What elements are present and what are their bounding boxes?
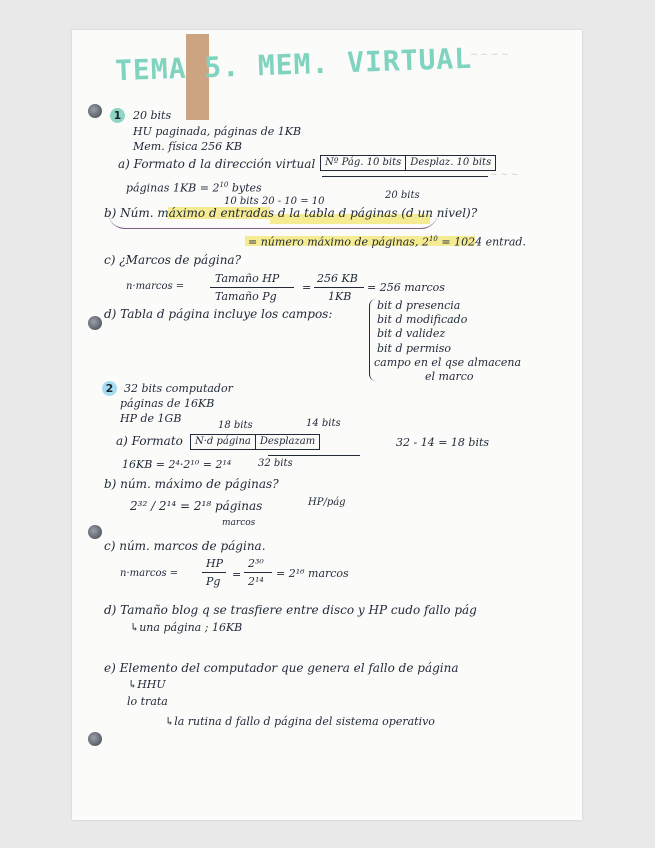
ex1-a-label: a) Formato d la dirección virtual — [118, 157, 316, 171]
ex2-a-32bits: 32 bits — [258, 458, 293, 469]
fraction-bar — [244, 572, 272, 573]
ex2-c-denominator: Pg — [206, 575, 221, 588]
ex2-line2: páginas de 16KB — [120, 397, 215, 410]
ex2-c-numerator: HP — [206, 557, 223, 570]
ex1-d-label: d) Tabla d página incluye los campos: — [104, 307, 333, 321]
ex2-d-label: d) Tamaño blog q se trasfiere entre disco y HP cudo fallo pág — [104, 603, 477, 617]
ex1-line3: Mem. física 256 KB — [133, 140, 242, 153]
ex2-b-sub: marcos — [222, 518, 256, 528]
offset-field: Desplaz. 10 bits — [405, 156, 495, 170]
field-list-item: el marco — [425, 370, 474, 383]
underline — [322, 176, 488, 177]
ex1-c-denominator2: 1KB — [328, 290, 352, 303]
punch-hole-icon — [88, 316, 102, 330]
punch-hole-icon — [88, 525, 102, 539]
page-title: TEMA 5. MEM. VIRTUAL — [114, 41, 473, 88]
ex1-c-numerator2: 256 KB — [317, 272, 358, 285]
punch-hole-icon — [88, 104, 102, 118]
ex2-d-answer: ↳una página ; 16KB — [130, 621, 243, 634]
ex1-line2: HU paginada, páginas de 1KB — [133, 125, 302, 138]
ex2-b-calc: 2³² / 2¹⁴ = 2¹⁸ páginas — [130, 499, 263, 513]
exercise-number-badge: 2 — [102, 381, 117, 396]
ex1-a-calc: 10 bits 20 - 10 = 10 — [224, 196, 325, 207]
ex2-c-numerator2: 2³⁰ — [248, 557, 264, 570]
ex2-b-hp: HP/pág — [308, 497, 346, 508]
field-list-item: campo en el qse almacena — [374, 356, 521, 369]
ex2-a-right: 32 - 14 = 18 bits — [396, 436, 490, 449]
ex2-bits14: 14 bits — [306, 418, 341, 429]
field-list-item: bit d validez — [377, 327, 446, 340]
ex1-c-denominator: Tamaño Pg — [215, 290, 277, 303]
bleed-through-text: ~ ~ ~ ~ — [470, 50, 509, 60]
field-list-item: bit d modificado — [377, 313, 468, 326]
ex2-a-label: a) Formato — [116, 434, 183, 448]
ex2-b-label: b) núm. máximo de páginas? — [104, 477, 279, 491]
ex2-c-equals: = — [232, 568, 242, 581]
field-list-item: bit d presencia — [377, 299, 461, 312]
fraction-bar — [210, 287, 294, 288]
ex1-c-result: = 256 marcos — [367, 281, 445, 294]
ex1-a-total: 20 bits — [385, 190, 420, 201]
ex1-b-label: b) Núm. máximo d entradas d la tabla d páginas (d un nivel)? — [104, 206, 478, 220]
ex2-a-calc: 16KB = 2⁴·2¹⁰ = 2¹⁴ — [122, 458, 232, 471]
field-list-item: bit d permiso — [377, 342, 452, 355]
ex1-c-label: c) ¿Marcos de página? — [104, 253, 242, 267]
ex2-c-label: c) núm. marcos de página. — [104, 539, 266, 553]
ex1-c-equals: = — [302, 281, 312, 294]
page-number-field: Nº Pág. 10 bits — [325, 157, 402, 168]
fraction-bar — [202, 572, 226, 573]
offset-field: Desplazam — [255, 435, 319, 449]
ex1-b-answer: = número máximo de páginas, $2^{10} = 1024$ entrad. — [248, 235, 526, 249]
ex2-e-answer2: ↳la rutina d fallo d página del sistema operativo — [165, 715, 435, 728]
bleed-through-text: ~ ~ ~ — [490, 170, 519, 180]
punch-hole-icon — [88, 732, 102, 746]
ex2-line1: 32 bits computador — [124, 382, 233, 395]
ex2-c-denominator2: 2¹⁴ — [248, 575, 264, 588]
ex2-e-trata: lo trata — [127, 695, 168, 708]
ex2-line3: HP de 1GB — [120, 412, 182, 425]
ex1-c-numerator: Tamaño HP — [215, 272, 280, 285]
ex2-bits18: 18 bits — [218, 420, 253, 431]
ex2-e-answer: ↳HHU — [128, 678, 166, 691]
curly-underline — [108, 212, 438, 229]
ex2-c-lhs: n·marcos = — [120, 568, 179, 579]
fraction-bar — [314, 287, 364, 288]
address-format-box — [320, 155, 496, 171]
ex1-line1: 20 bits — [133, 109, 172, 122]
ex1-c-lhs: n·marcos = — [126, 281, 185, 292]
page-number-field: N·d página — [195, 436, 251, 447]
exercise-number-badge: 1 — [110, 108, 125, 123]
ex2-e-label: e) Elemento del computador que genera el fallo de página — [104, 661, 459, 675]
ex1-a-pages: páginas $1KB = 2^{10}$ bytes — [126, 181, 262, 195]
underline — [268, 455, 360, 456]
address-format-box — [190, 434, 320, 450]
ex2-c-result: = 2¹⁶ marcos — [276, 567, 349, 580]
